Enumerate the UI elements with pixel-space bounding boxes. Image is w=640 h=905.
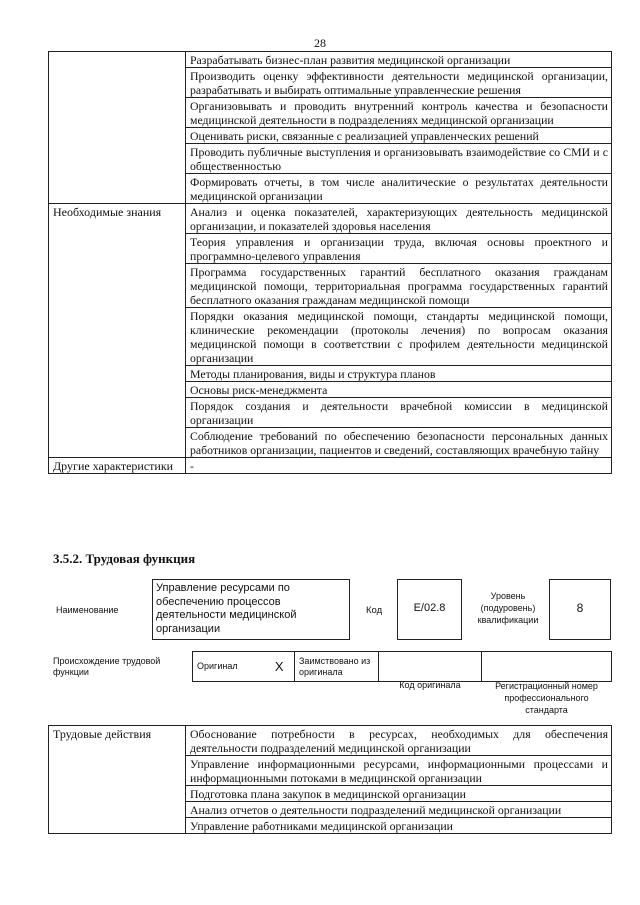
level-box: 8 [549,579,611,640]
original-mark: X [265,652,295,682]
table-cell: Оценивать риски, связанные с реализацией управленческих решений [186,128,612,144]
row-group-label: Необходимые знания [49,204,186,458]
original-cell: Оригинал [193,652,265,682]
labor-actions-table [48,725,612,834]
table-cell: Обоснование потребности в ресурсах, необходимых для обеспечения деятельности подразделений медицинской организации [186,726,612,756]
reg-number-cell [482,652,612,682]
table-cell: Методы планирования, виды и структура планов [186,366,612,382]
table-cell: Организовывать и проводить внутренний контроль качества и безопасности медицинской деятельности в подразделениях медицинской организации [186,98,612,128]
table-cell: Разрабатывать бизнес-план развития медицинской организации [186,52,612,68]
table-cell: Программа государственных гарантий бесплатного оказания гражданам медицинской помощи, территориальная программа государственных гарантий бесплатного оказания гражданам медицинской помощи [186,264,612,308]
table-cell: - [186,458,612,474]
row-group-label [49,52,186,204]
table-cell: Анализ и оценка показателей, характеризующих деятельность медицинской организации, и показателей здоровья населения [186,204,612,234]
origin-label: Происхождение трудовой функции [53,656,161,677]
table-cell: Управление информационными ресурсами, информационными процессами и информационными потоками в медицинской организации [186,756,612,786]
borrowed-cell: Заимствовано из оригинала [295,652,379,682]
table-cell: Проводить публичные выступления и организовывать взаимодействие со СМИ и с общественностью [186,144,612,174]
level-label: Уровень (подуровень) квалификации [477,591,539,625]
reg-number-label: Регистрационный номер профессионального стандарта [495,681,598,715]
table-cell: Управление работниками медицинской организации [186,818,612,834]
table-row [49,726,612,756]
name-label: Наименование [56,605,119,615]
table-cell: Порядок создания и деятельности врачебной комиссии в медицинской организации [186,398,612,428]
table-cell: Анализ отчетов о деятельности подразделений медицинской организации [186,802,612,818]
skills-knowledge-table [48,51,612,474]
row-group-label: Трудовые действия [49,726,186,834]
code-original-label: Код оригинала [399,680,461,690]
table-cell: Теория управления и организации труда, включая основы проектного и программно-целевого управления [186,234,612,264]
function-code-box: E/02.8 [397,579,462,640]
code-original-cell [379,652,482,682]
table-cell: Производить оценку эффективности деятельности медицинской организации, разрабатывать и выбирать оптимальные управленческие решения [186,68,612,98]
table-row [49,204,612,234]
code-label: Код [366,605,383,616]
table-cell: Соблюдение требований по обеспечению безопасности персональных данных работников организации, пациентов и сведений, составляющих врачебную тайну [186,428,612,458]
origin-table [192,651,612,682]
function-name-box: Управление ресурсами по обеспечению процессов деятельности медицинской организации [152,579,350,640]
table-cell: Порядки оказания медицинской помощи, стандарты медицинской помощи, клинические рекомендации (протоколы лечения) по вопросам оказания медицинской помощи в соответствии с профилем деятельности медицинской организации [186,308,612,366]
row-group-label: Другие характеристики [49,458,186,474]
table-row [49,458,612,474]
table-cell: Подготовка плана закупок в медицинской организации [186,786,612,802]
table-row [49,52,612,68]
page-number: 28 [314,36,326,50]
table-cell: Основы риск-менеджмента [186,382,612,398]
section-title: 3.5.2. Трудовая функция [53,551,196,566]
table-cell: Формировать отчеты, в том числе аналитические о результатах деятельности медицинской организации [186,174,612,204]
